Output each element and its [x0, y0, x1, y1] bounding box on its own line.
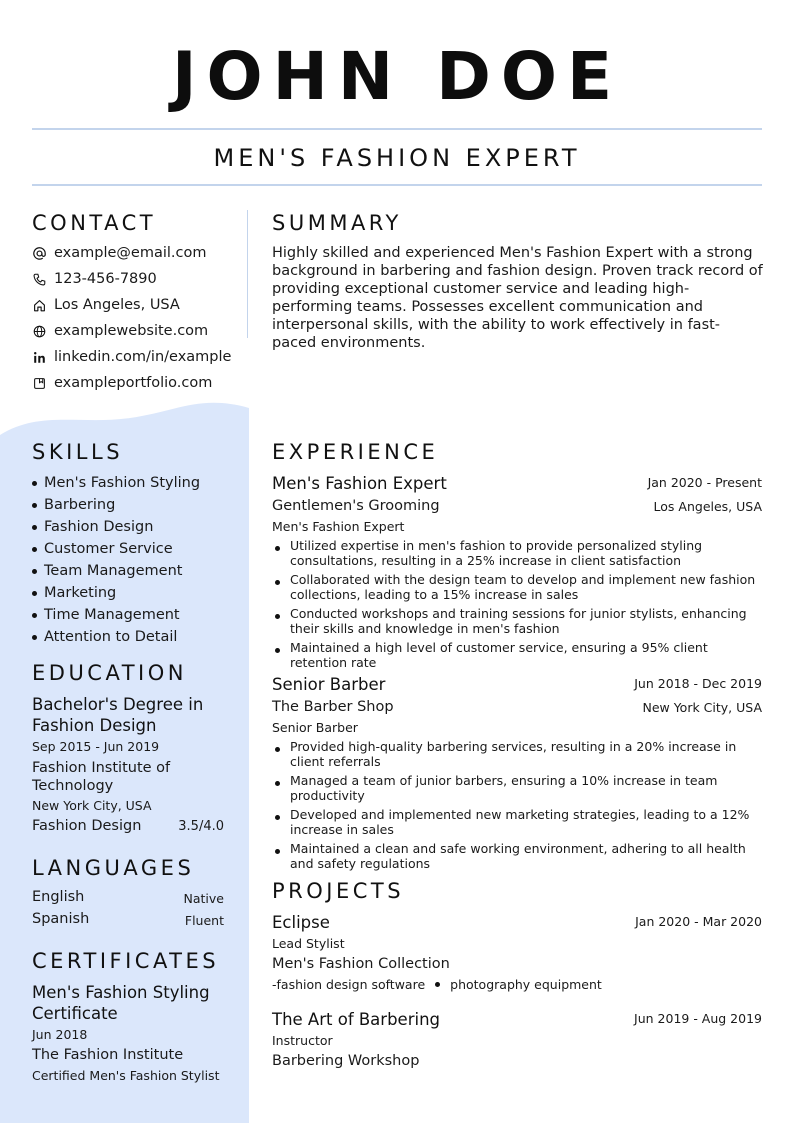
skills-heading: SKILLS: [32, 440, 124, 464]
project-tools: [272, 977, 602, 992]
contact-location: [32, 295, 180, 315]
project-dates: Jan 2020 - Mar 2020: [635, 914, 762, 929]
certificate-date: Jun 2018: [32, 1027, 88, 1042]
column-divider: [247, 210, 248, 338]
project-name: Eclipse: [272, 913, 330, 932]
job-bullet: Provided high-quality barbering services, resulting in a 20% increase in client referrals: [272, 739, 764, 769]
candidate-name: JOHN DOE: [171, 38, 623, 115]
skills-list: [32, 472, 242, 648]
education-degree: Bachelor's Degree in Fashion Design: [32, 695, 204, 735]
experience-heading: EXPERIENCE: [272, 440, 439, 464]
certificate-description: Certified Men's Fashion Stylist: [32, 1068, 220, 1083]
project-role: Lead Stylist: [272, 936, 345, 951]
language-level: Native: [183, 891, 224, 906]
contact-heading: CONTACT: [32, 211, 157, 235]
certificate-issuer: The Fashion Institute: [32, 1047, 184, 1063]
job-role: Senior Barber: [272, 675, 386, 694]
contact-portfolio[interactable]: [32, 373, 212, 393]
certificates-heading: CERTIFICATES: [32, 949, 220, 973]
project-subtitle: Men's Fashion Collection: [272, 956, 450, 972]
job-location: New York City, USA: [642, 700, 762, 715]
job-bullet: Utilized expertise in men's fashion to provide personalized styling consultations, resulting in a 25% increase in client satisfaction: [272, 538, 764, 568]
at-icon: [32, 246, 46, 260]
job-role: Men's Fashion Expert: [272, 474, 447, 493]
job-bullet: Developed and implemented new marketing strategies, leading to a 12% increase in sales: [272, 807, 764, 837]
contact-website[interactable]: [32, 321, 208, 341]
contact-website-text: examplewebsite.com: [54, 323, 209, 339]
contact-email-text: example@email.com: [54, 245, 207, 261]
bullet-separator: [435, 982, 440, 987]
job-bullets: [272, 538, 764, 674]
job-subtitle: Men's Fashion Expert: [272, 519, 405, 534]
job-bullet: Collaborated with the design team to develop and implement new fashion collections, leading to a 15% increase in sales: [272, 572, 764, 602]
job-bullet: Maintained a high level of customer service, ensuring a 95% client retention rate: [272, 640, 764, 670]
contact-location-text: Los Angeles, USA: [54, 297, 180, 313]
languages-heading: LANGUAGES: [32, 856, 195, 880]
contact-phone[interactable]: [32, 269, 157, 289]
skill-item: Time Management: [32, 604, 242, 626]
summary-text: Highly skilled and experienced Men's Fashion Expert with a strong background in barbering and fashion design. Proven track record of providing exceptional customer service and leading high-performing teams. Possesses excellent communication and interpersonal skills, with the ability to work effectively in fast-paced environments.: [272, 245, 763, 351]
skill-item: Team Management: [32, 560, 242, 582]
education-heading: EDUCATION: [32, 661, 187, 685]
language-level: Fluent: [184, 913, 224, 928]
job-bullets: [272, 739, 764, 875]
education-gpa: 3.5/4.0: [178, 819, 224, 834]
job-bullet: Maintained a clean and safe working environment, adhering to all health and safety regulations: [272, 841, 764, 871]
projects-heading: PROJECTS: [272, 879, 405, 903]
skill-item: Marketing: [32, 582, 242, 604]
job-subtitle: Senior Barber: [272, 720, 358, 735]
linkedin-icon: [32, 350, 46, 364]
skill-item: Customer Service: [32, 538, 242, 560]
education-school: Fashion Institute of Technology: [32, 760, 171, 794]
skill-item: Barbering: [32, 494, 242, 516]
contact-email[interactable]: [32, 243, 206, 263]
contact-linkedin[interactable]: [32, 347, 231, 367]
job-bullet: Managed a team of junior barbers, ensuring a 10% increase in team productivity: [272, 773, 764, 803]
portfolio-icon: [32, 376, 46, 390]
job-title: MEN'S FASHION EXPERT: [213, 144, 581, 172]
language-name: English: [32, 889, 85, 905]
project-subtitle: Barbering Workshop: [272, 1053, 420, 1069]
summary-heading: SUMMARY: [272, 211, 402, 235]
skill-item: Men's Fashion Styling: [32, 472, 242, 494]
education-dates: Sep 2015 - Jun 2019: [32, 739, 160, 754]
job-company: The Barber Shop: [272, 699, 394, 715]
job-bullet: Conducted workshops and training sessions for junior stylists, enhancing their skills and knowledge in men's fashion: [272, 606, 764, 636]
job-location: Los Angeles, USA: [653, 499, 762, 514]
certificate-name: Men's Fashion Styling Certificate: [32, 983, 210, 1023]
language-name: Spanish: [32, 911, 90, 927]
contact-portfolio-text: exampleportfolio.com: [54, 375, 213, 391]
skill-item: Attention to Detail: [32, 626, 242, 648]
project-role: Instructor: [272, 1033, 333, 1048]
contact-linkedin-text: linkedin.com/in/example: [54, 349, 232, 365]
project-dates: Jun 2019 - Aug 2019: [634, 1011, 762, 1026]
project-tool: -fashion design software: [272, 977, 426, 992]
project-tool: photography equipment: [450, 977, 602, 992]
project-name: The Art of Barbering: [272, 1010, 441, 1029]
globe-icon: [32, 324, 46, 338]
job-dates: Jan 2020 - Present: [647, 475, 762, 490]
header-divider-top: [32, 128, 762, 130]
education-field: Fashion Design: [32, 818, 142, 834]
job-company: Gentlemen's Grooming: [272, 498, 440, 514]
phone-icon: [32, 272, 46, 286]
header-divider-bottom: [32, 184, 762, 186]
home-icon: [32, 298, 46, 312]
education-location: New York City, USA: [32, 798, 152, 813]
job-dates: Jun 2018 - Dec 2019: [634, 676, 762, 691]
skill-item: Fashion Design: [32, 516, 242, 538]
contact-phone-text: 123-456-7890: [54, 271, 157, 287]
